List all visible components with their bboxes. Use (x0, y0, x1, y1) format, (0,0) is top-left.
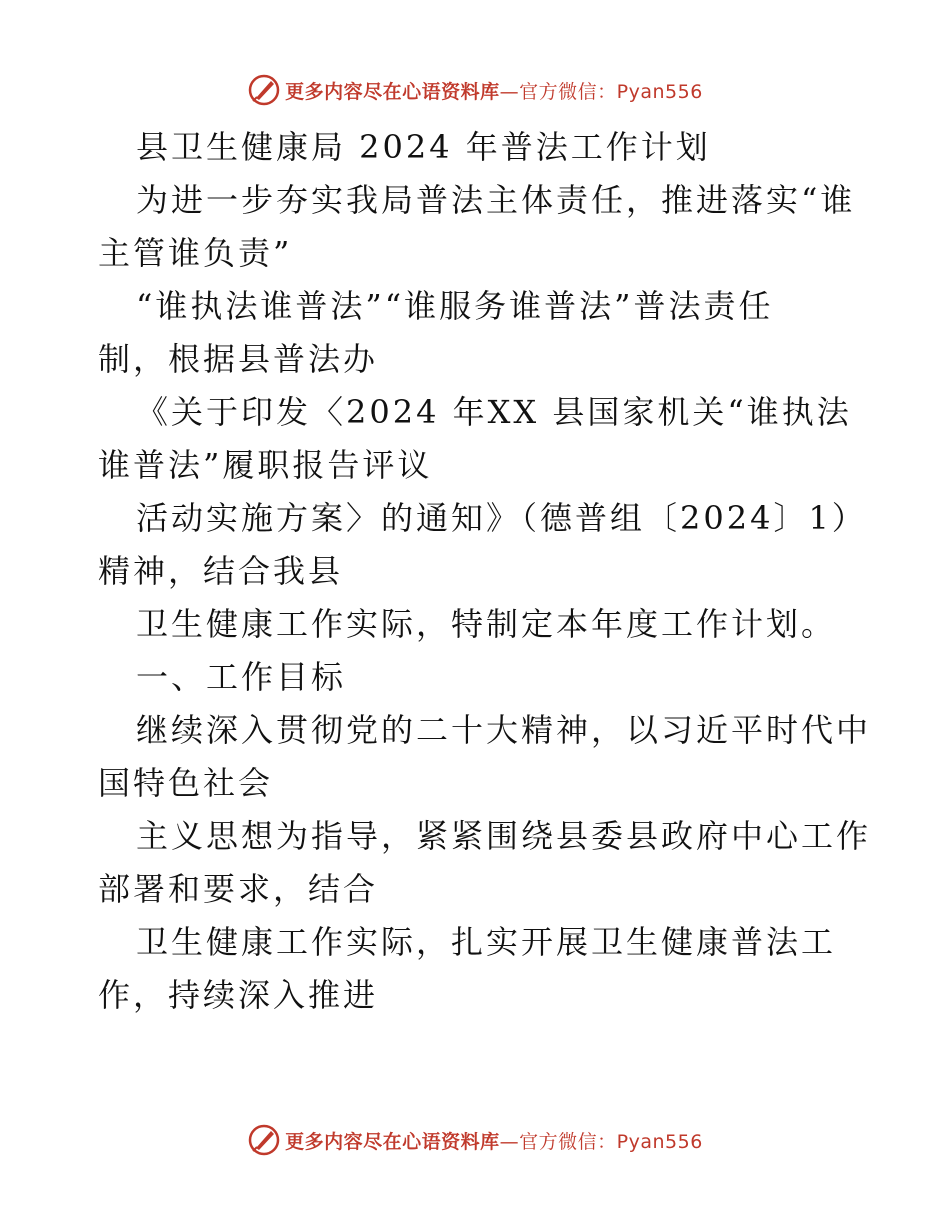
section-heading: 一、工作目标 (136, 658, 347, 696)
feather-quill-icon (247, 1123, 281, 1157)
paragraph-line: 主管谁负责” (98, 234, 293, 272)
banner-main-text: 更多内容尽在心语资料库 (285, 80, 500, 103)
paragraph-line: 卫生健康工作实际，扎实开展卫生健康普法工 (136, 923, 837, 961)
paragraph-line: 《关于印发〈2024 年XX 县国家机关“谁执法 (136, 393, 852, 431)
paragraph-line: 制，根据县普法办 (98, 340, 379, 378)
paragraph-line: “谁执法谁普法”“谁服务谁普法”普法责任 (136, 287, 774, 325)
feather-quill-icon (247, 73, 281, 107)
banner-separator: — (499, 80, 520, 103)
paragraph-line: 谁普法”履职报告评议 (98, 446, 433, 484)
paragraph-line: 精神，结合我县 (98, 552, 344, 590)
banner-wechat-text: 官方微信：Pyan556 (519, 1130, 703, 1153)
document-body (98, 121, 872, 1022)
banner-text (285, 1127, 703, 1154)
paragraph-line: 国特色社会 (98, 764, 274, 802)
paragraph-line: 主义思想为指导，紧紧围绕县委县政府中心工作 (136, 817, 872, 855)
banner-main-text: 更多内容尽在心语资料库 (285, 1130, 500, 1153)
banner-text (285, 77, 703, 104)
document-title: 县卫生健康局 2024 年普法工作计划 (136, 128, 711, 166)
footer-banner (0, 1120, 950, 1160)
paragraph-line: 活动实施方案〉的通知》（德普组〔2024〕1） (136, 499, 867, 537)
header-banner (0, 70, 950, 110)
paragraph-line: 为进一步夯实我局普法主体责任，推进落实“谁 (136, 181, 856, 219)
paragraph-line: 卫生健康工作实际，特制定本年度工作计划。 (136, 605, 837, 643)
paragraph-line: 作，持续深入推进 (98, 976, 379, 1014)
paragraph-line: 继续深入贯彻党的二十大精神，以习近平时代中 (136, 711, 872, 749)
banner-separator: — (499, 1130, 520, 1153)
banner-wechat-text: 官方微信：Pyan556 (519, 80, 703, 103)
paragraph-line: 部署和要求，结合 (98, 870, 379, 908)
